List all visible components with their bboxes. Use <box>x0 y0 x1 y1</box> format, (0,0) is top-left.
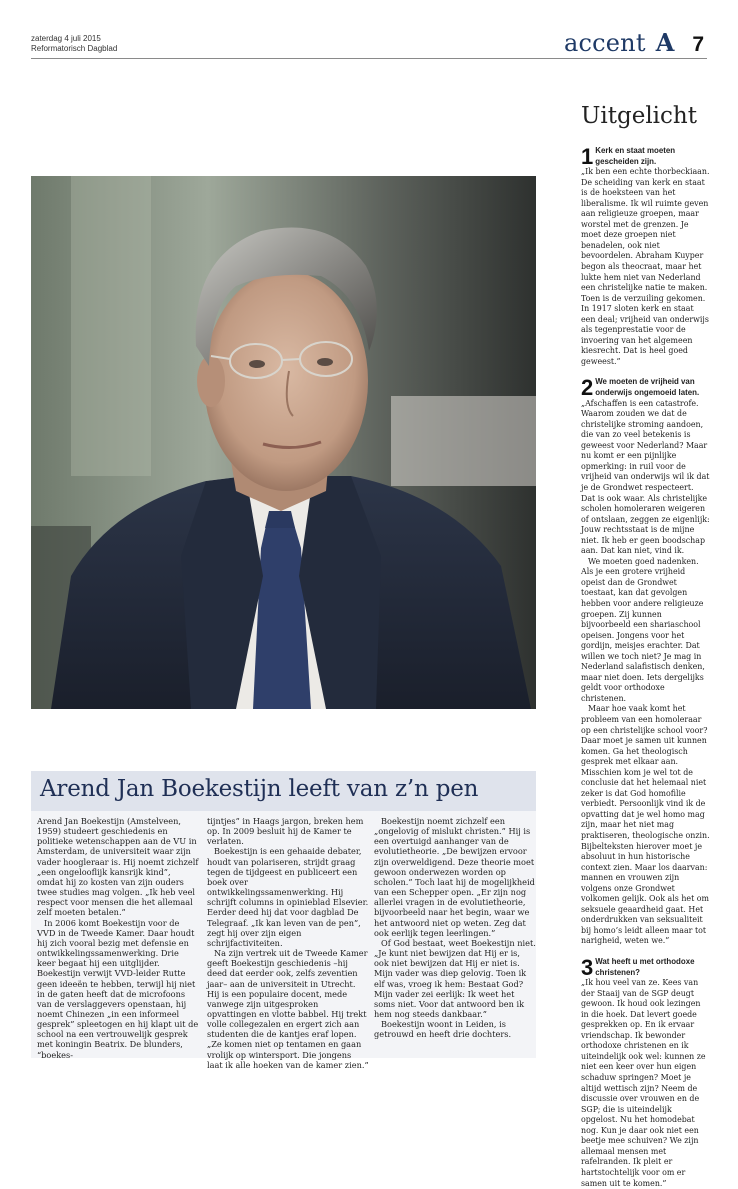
sidebar-title: Uitgelicht <box>581 103 697 129</box>
quote-paragraph: Maar hoe vaak komt het probleem van een homoleraar op een christelijke school voor? Daar moet je samen uit kunnen komen. Ga het theologisch gesprek met elkaar aan. Misschien kom je wel tot de conclusie dat het helemaal niet zeker is dat God homofilie verbiedt. Persoonlijk vind ik de opvatting dat je wel homo mag zijn, maar het niet mag praktiseren, theologische onzin. Bijbelteksten hierover moet je absoluut in hun historische context zien. Maar los daarvan: mannen en vrouwen zijn volgens onze Grondwet volkomen gelijk. Ook als het om seksuele geaardheid gaat. Het onderdrukken van seksualiteit bij homo’s leidt alleen maar tot narigheid, weten we.” <box>581 704 710 946</box>
quote-heading-text: Wat heeft u met orthodoxe christenen? <box>595 957 695 977</box>
sidebar-quotes <box>581 146 710 1189</box>
paragraph: Of God bestaat, weet Boekestijn niet. „Je kunt niet bewijzen dat Hij er is, ook niet bewijzen dat Hij er niet is. Mijn vader was diep gelovig. Toen ik elf was, vroeg ik hem: Bestaat God? Mijn vader zei eerlijk: Ik weet het soms niet. Voor dat antwoord ben ik hem nog steeds dankbaar.” <box>374 937 536 1019</box>
quote-heading-3 <box>581 957 710 978</box>
article-headline: Arend Jan Boekestijn leeft van z’n pen <box>40 776 479 802</box>
page-number: 7 <box>692 33 704 56</box>
paragraph: Arend Jan Boekestijn (Amstelveen, 1959) studeert geschiedenis en politieke wetenschappen aan de VU in Amsterdam, de universiteit waar zijn vader hoogleraar is. Hij noemt zichzelf „een ongelooflijk kansrijk kind”, omdat hij zo kosten van zijn ouders twee studies mag volgen. „Ik heb veel respect voor mensen die het allemaal zelf moeten betalen.” <box>37 816 199 918</box>
portrait-illustration <box>31 176 536 709</box>
article-column-3 <box>374 816 536 1039</box>
paragraph: Boekestijn is een gehaaide debater, houdt van polariseren, strijdt graag tegen de tijdgeest en publiceert een boek over ontwikkelingssamenwerking. Hij schrijft columns in opinieblad Elsevier. Eerder deed hij dat voor dagblad De Telegraaf. „Ik kan leven van de pen”, zegt hij over zijn eigen schrijfactiviteiten. <box>207 846 369 948</box>
paragraph: Na zijn vertrek uit de Tweede Kamer geeft Boekestijn geschiedenis –hij deed dat eerder ook, zelfs zeventien jaar– aan de universiteit in Utrecht. Hij is een populaire docent, mede vanwege zijn uitgesproken opvattingen en vlotte babbel. Hij trekt volle collegezalen en ergert zich aan studenten die de kantjes eraf lopen. „Ze komen niet op tentamen en gaan vrolijk op wintersport. Die jongens laat ik alle hoeken van de kamer zien.” <box>207 948 369 1070</box>
section-name: accent <box>563 29 646 57</box>
section-header <box>564 28 704 57</box>
quote-paragraph: „Afschaffen is een catastrofe. Waarom zouden we dat de christelijke stroming aandoen, die van zo veel betekenis is geweest voor Nederland? Maar nu komt er een pijnlijke opmerking: in ruil voor de vrijheid van onderwijs wil ik dat je de Grondwet respecteert. Dat is ook waar. Als christelijke scholen homoleraren weigeren of ontslaan, zeggen ze eigenlijk: Jouw rechtsstaat is de mijne niet. Ik heb er geen boodschap aan. Dat kan niet, vind ik. <box>581 398 710 556</box>
paragraph: tijntjes” in Haags jargon, breken hem op. In 2009 besluit hij de Kamer te verlaten. <box>207 816 364 847</box>
quote-heading-2 <box>581 377 710 398</box>
paragraph: In 2006 komt Boekestijn voor de VVD in de Tweede Kamer. Daar houdt hij zich vooral bezig met defensie en ontwikkelingssamenwerking. Drie keer begaat hij een uitglijder. Boekestijn verwijt VVD-leider Rutte geen ideeën te hebben, terwijl hij niet in de gaten heeft dat de microfoons van de verslaggevers openstaan, hij noemt Chinezen „in een informeel gesprek” spleetogen en hij klapt uit de school na een vertrouwelijk gesprek met koningin Beatrix. De blunders, “boekes- <box>37 917 199 1060</box>
section-letter: A <box>655 28 675 57</box>
issue-date: zaterdag 4 juli 2015 <box>31 34 101 43</box>
article-column-1 <box>37 816 199 1060</box>
quote-heading-text: Kerk en staat moeten gescheiden zijn. <box>595 146 676 166</box>
quote-heading-1 <box>581 146 710 167</box>
quote-paragraph: We moeten goed nadenken. Als je een grotere vrijheid opeist dan de Grondwet toestaat, kan dat gevolgen hebben voor andere religieuze groepen. Zij kunnen bijvoorbeeld een shariaschool opeisen. Jongens voor het gordijn, meisjes erachter. Dat willen we toch niet? Je mag in Nederland salafistisch denken, maar niet doen. Iets dergelijks geldt voor orthodoxe christenen. <box>581 556 705 703</box>
quote-heading-text: We moeten de vrijheid van onderwijs ongemoeid laten. <box>595 377 700 398</box>
portrait-photo <box>31 176 536 709</box>
quote-paragraph: „Ik hou veel van ze. Kees van der Staaij van de SGP deugt gewoon. Ik houd ook lezingen in die hoek. Dat levert goede gesprekken op. En ik ervaar vriendschap. Ik bewonder orthodoxe christenen en ik uiteindelijk ook wel: kunnen ze niet een keer over hun eigen schaduw springen? Moet je altijd wettisch zijn? Neem de discussie over vrouwen en de SGP; die is uiteindelijk opgelost. Nu het homodebat nog. Kun je daar ook niet een beetje mee schuiven? We zijn allemaal mensen met rafelranden. Ik pleit er hartstochtelijk voor om er samen uit te komen.” <box>581 978 706 1188</box>
article-column-2 <box>207 816 369 1070</box>
quote-number: 2 <box>581 377 594 399</box>
paragraph: Boekestijn noemt zichzelf een „ongelovig of mislukt christen.” Hij is een overtuigd aanhanger van de evolutietheorie. „De bewijzen ervoor zijn overweldigend. Deze theorie moet gewoon onderwezen worden op scholen.” Toch laat hij de mogelijkheid van een Schepper open. „Er zijn nog allerlei vragen in de evolutietheorie, bijvoorbeeld naar het begin, waar we het antwoord niet op weten. Zeg dat ook eerlijk tegen leerlingen.” <box>374 816 535 938</box>
quote-number: 1 <box>581 146 594 168</box>
newspaper-name: Reformatorisch Dagblad <box>31 44 118 53</box>
quote-paragraph: „Ik ben een echte thorbeckiaan. De scheiding van kerk en staat is de hoeksteen van het liberalisme. Ik wil ruimte geven aan religieuze groepen, maar worstel met de grenzen. Je moet deze groepen niet benadelen, ook niet bevoordelen. Abraham Kuyper begon als theocraat, maar het lukte hem niet van Nederland een christelijke natie te maken. Toen is de verzuiling gekomen. In 1917 sloten kerk en staat een deal; vrijheid van onderwijs als tegenprestatie voor de invoering van het algemeen kiesrecht. Dat is heel goed geweest.” <box>581 167 710 366</box>
paragraph: Boekestijn woont in Leiden, is getrouwd en heeft drie dochters. <box>374 1019 512 1040</box>
header-divider <box>31 58 707 59</box>
masthead-date-block <box>31 34 117 54</box>
quote-number: 3 <box>581 957 594 979</box>
